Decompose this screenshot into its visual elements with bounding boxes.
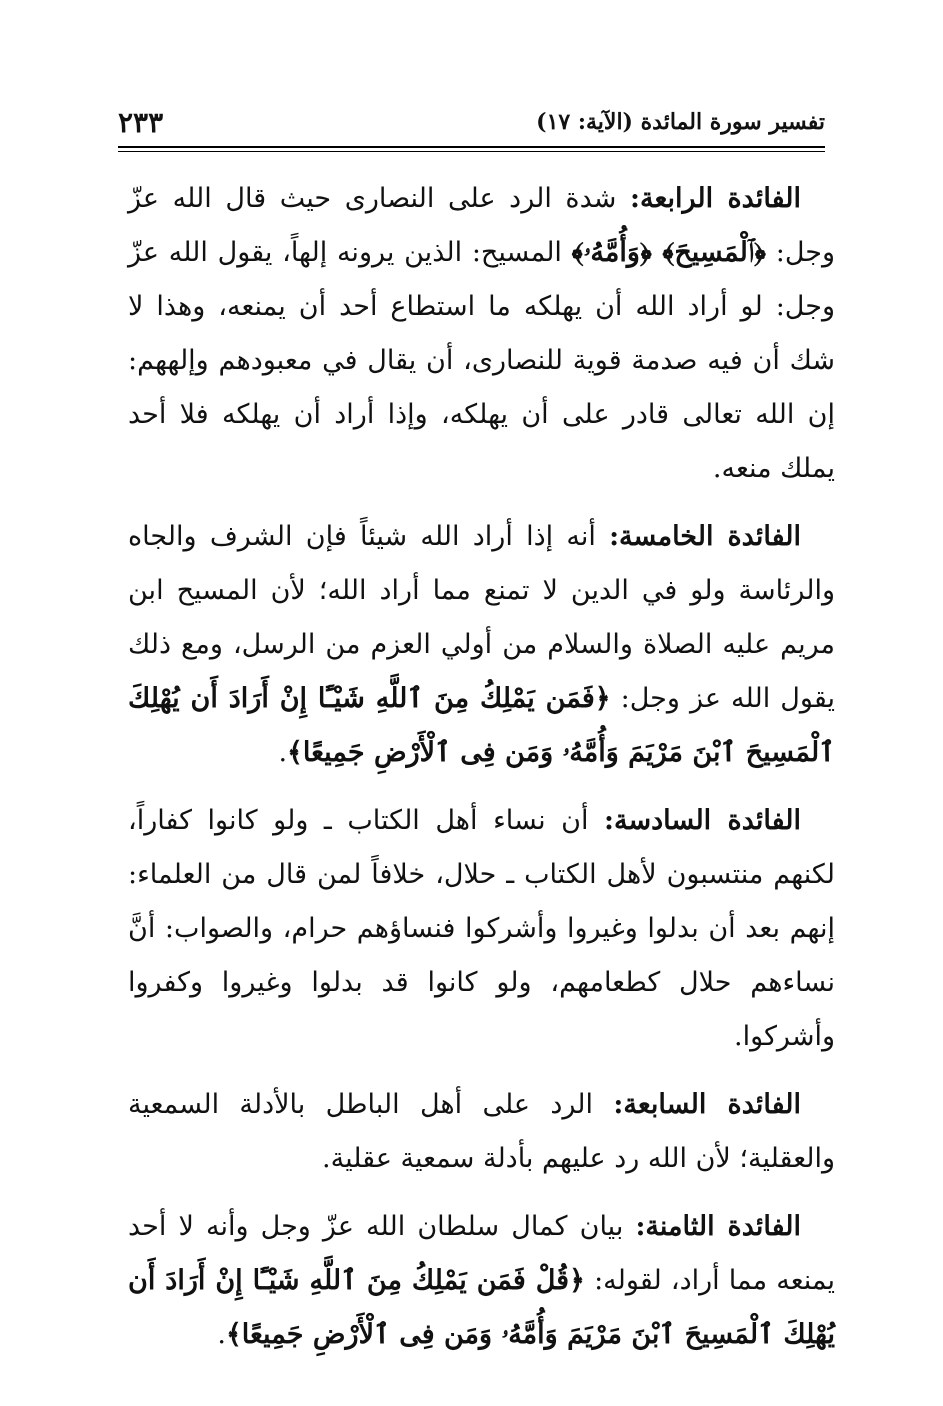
paragraph-label: الفائدة الثامنة: <box>635 1211 802 1242</box>
paragraph-text: شدة الرد على النصارى حيث قال الله عزّ وجل: <box>128 183 835 268</box>
paragraph-text: المسيح: الذين يرونه إلهاً، يقول الله عزّ وجل: لو أراد الله أن يهلكه ما استطاع أحد أن يمنعه، وهذا لا شك أن فيه صدمة قوية للنصارى، أن يقال في معبودهم وإلههم: إن الله تعالى قادر على أن يهلكه، وإذا أراد أن يهلكه فلا أحد يملك منعه. <box>128 237 835 484</box>
header-rule-thick <box>118 146 825 148</box>
paragraph-text: . <box>278 737 288 768</box>
paragraph-text: بيان كمال سلطان الله عزّ وجل وأنه لا أحد يمنعه مما أراد، لقوله: <box>128 1211 836 1296</box>
page-number: ٢٣٣ <box>118 105 164 139</box>
page-header <box>118 100 825 144</box>
quran-verse: ﴿فَمَن يَمْلِكُ مِنَ ٱللَّهِ شَيْـًٔا إِنْ أَرَادَ أَن يُهْلِكَ ٱلْمَسِيحَ ٱبْنَ مَرْيَمَ وَأُمَّهُۥ وَمَن فِى ٱلْأَرْضِ جَمِيعًا﴾ <box>128 683 835 768</box>
paragraph <box>128 172 835 496</box>
body-text <box>128 172 835 1376</box>
paragraph <box>128 510 835 780</box>
paragraph-text: أن نساء أهل الكتاب ـ ولو كانوا كفاراً، لكنهم منتسبون لأهل الكتاب ـ حلال، خلافاً لمن قال من العلماء: إنهم بعد أن بدلوا وغيروا وأشركوا فنساؤهم حرام، والصواب: أنَّ نساءهم حلال كطعامهم، ولو كانوا قد بدلوا وغيروا وكفروا وأشركوا. <box>128 805 835 1052</box>
paragraph-text: أنه إذا أراد الله شيئاً فإن الشرف والجاه والرئاسة ولو في الدين لا تمنع مما أراد الله؛ لأن المسيح ابن مريم عليه الصلاة والسلام من أولي العزم من الرسل، ومع ذلك يقول الله عز وجل: <box>128 521 835 714</box>
paragraph-text: . <box>217 1319 226 1350</box>
running-title: تفسير سورة المائدة (الآية: ١٧) <box>536 109 825 135</box>
paragraph-label: الفائدة السابعة: <box>613 1089 801 1120</box>
paragraph-text: الرد على أهل الباطل بالأدلة السمعية والعقلية؛ لأن الله رد عليهم بأدلة سمعية عقلية. <box>128 1089 835 1174</box>
paragraph <box>128 1200 835 1362</box>
paragraph <box>128 1078 835 1186</box>
paragraph-label: الفائدة السادسة: <box>604 805 801 836</box>
quran-verse: ﴿قُلْ فَمَن يَمْلِكُ مِنَ ٱللَّهِ شَيْـًٔا إِنْ أَرَادَ أَن يُهْلِكَ ٱلْمَسِيحَ ٱبْنَ مَرْيَمَ وَأُمَّهُۥ وَمَن فِى ٱلْأَرْضِ جَمِيعًا﴾ <box>128 1265 835 1350</box>
paragraph <box>128 794 835 1064</box>
quran-verse: ﴿ٱلْمَسِيحَ﴾ ﴿وَأُمَّهُۥ﴾ <box>571 237 766 268</box>
header-rule-thin <box>118 151 825 152</box>
paragraph-label: الفائدة الرابعة: <box>630 183 801 214</box>
paragraph-label: الفائدة الخامسة: <box>609 521 801 552</box>
